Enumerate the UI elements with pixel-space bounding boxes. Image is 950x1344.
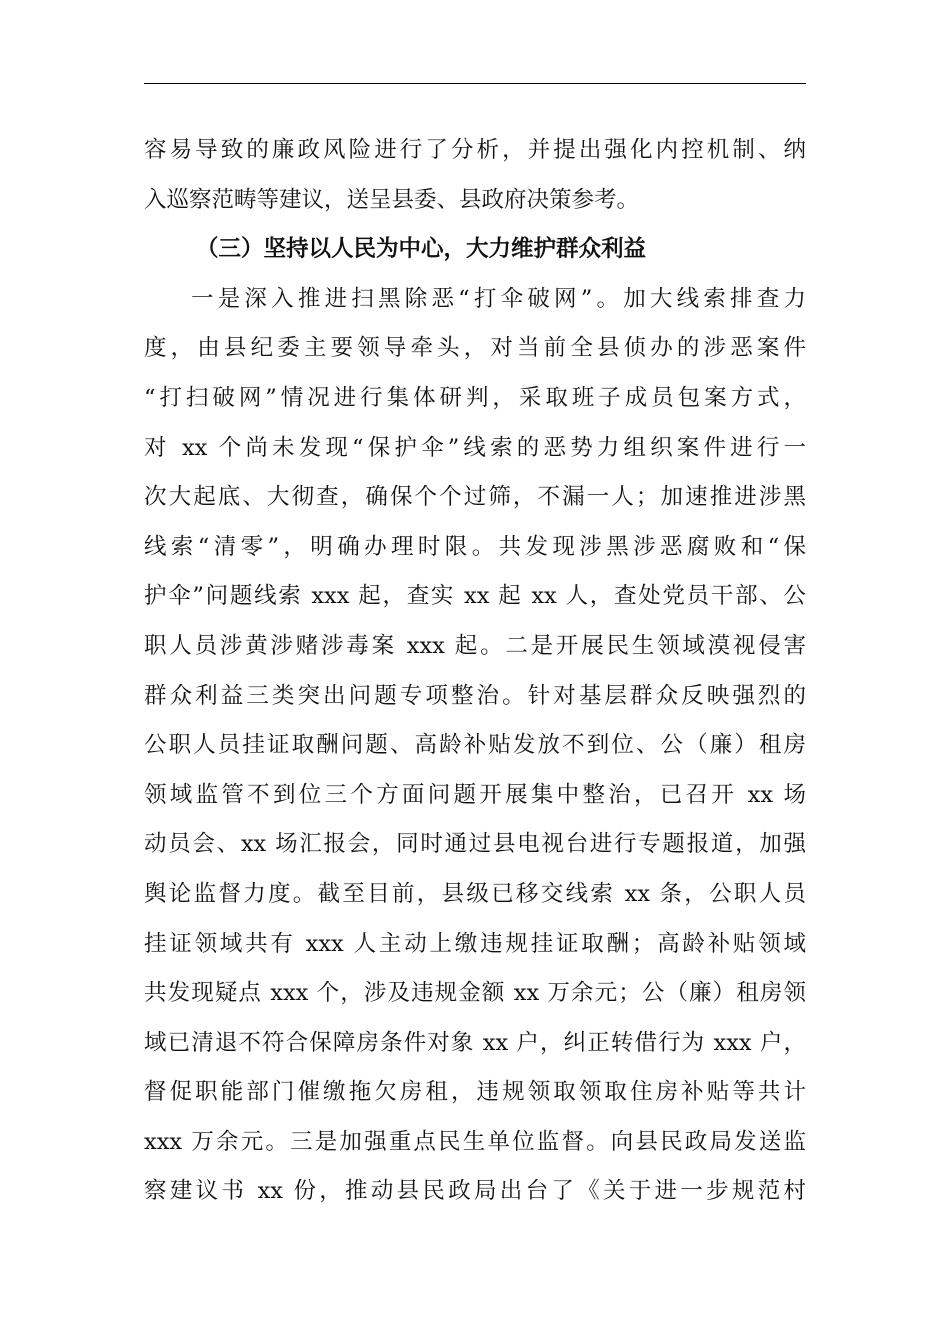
paragraph-line: xxx 万余元。三是加强重点民生单位监督。向县民政局发送监 [144,1128,806,1155]
paragraph-line: 挂证领域共有 xxx 人主动上缴违规挂证取酬；高龄补贴领域 [144,930,806,957]
paragraph-line: 共发现疑点 xxx 个，涉及违规金额 xx 万余元；公（廉）租房领 [144,980,806,1007]
body-text [144,126,806,1217]
paragraph-line: 对 xx 个尚未发现“保护伞”线索的恶势力组织案件进行一 [144,434,806,461]
header-rule [144,83,806,84]
paragraph-line: 舆论监督力度。截至目前，县级已移交线索 xx 条，公职人员 [144,880,806,907]
paragraph-line: 护伞”问题线索 xxx 起，查实 xx 起 xx 人，查处党员干部、公 [144,583,806,610]
section-heading: （三）坚持以人民为中心，大力维护群众利益 [196,236,647,263]
paragraph-line: 度，由县纪委主要领导牵头，对当前全县侦办的涉恶案件 [144,335,806,362]
paragraph-line: 一是深入推进扫黑除恶“打伞破网”。加大线索排查力 [191,285,806,312]
paragraph-line: 域已清退不符合保障房条件对象 xx 户，纠正转借行为 xxx 户， [144,1029,806,1056]
paragraph-line: 群众利益三类突出问题专项整治。针对基层群众反映强烈的 [144,682,806,709]
paragraph-line: “打扫破网”情况进行集体研判，采取班子成员包案方式， [144,384,806,411]
paragraph-line: 容易导致的廉政风险进行了分析，并提出强化内控机制、纳 [144,137,806,163]
paragraph-line: 领域监管不到位三个方面问题开展集中整治，已召开 xx 场 [144,781,806,808]
paragraph-line: 职人员涉黄涉赌涉毒案 xxx 起。二是开展民生领域漠视侵害 [144,632,806,659]
paragraph-line: 公职人员挂证取酬问题、高龄补贴发放不到位、公（廉）租房 [144,732,806,759]
paragraph-line: 动员会、xx 场汇报会，同时通过县电视台进行专题报道，加强 [144,831,806,858]
paragraph-line: 察建议书 xx 份，推动县民政局出台了《关于进一步规范村 [144,1178,806,1205]
paragraph-line: 线索“清零”，明确办理时限。共发现涉黑涉恶腐败和“保 [144,533,806,560]
paragraph-line: 次大起底、大彻查，确保个个过筛，不漏一人；加速推进涉黑 [144,484,806,511]
paragraph-line: 入巡察范畴等建议，送呈县委、县政府决策参考。 [144,186,640,213]
paragraph-line: 督促职能部门催缴拖欠房租，违规领取领取住房补贴等共计 [144,1079,806,1106]
